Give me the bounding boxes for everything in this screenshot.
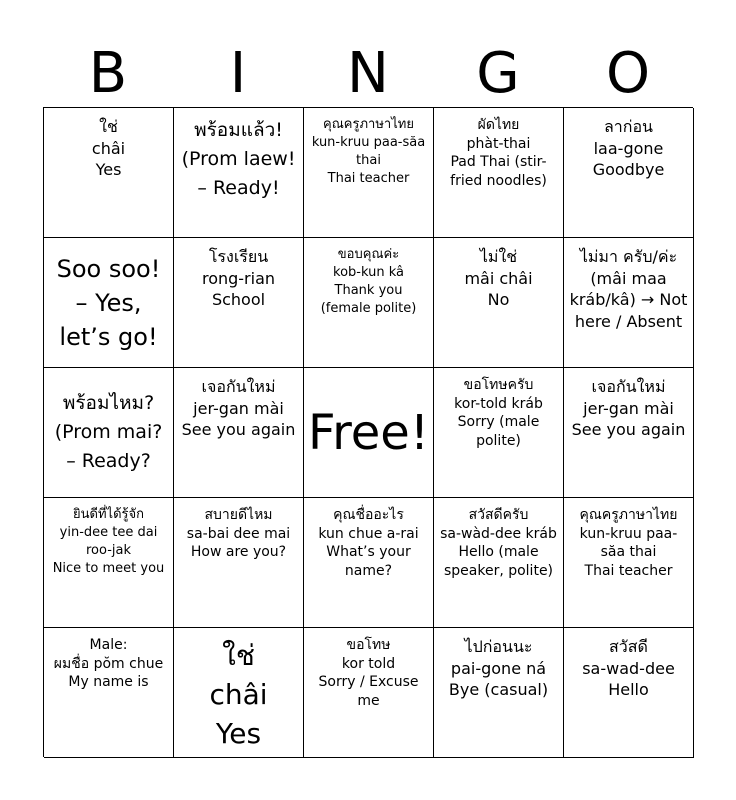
cell-text: ลาก่อน laa-gone Goodbye	[592, 117, 665, 179]
cell-text: คุณชื่ออะไร kun chue a-rai What’s your name?	[318, 507, 419, 579]
bingo-cell-r3c1[interactable]	[44, 368, 174, 498]
cell-text: ขอโทษครับ kor-told kráb Sorry (male polite)	[454, 377, 543, 449]
cell-text: สวัสดีครับ sa-wàd-dee kráb Hello (male speaker, polite)	[440, 507, 557, 579]
cell-text: โรงเรียน rong-rian School	[201, 247, 276, 309]
bingo-cell-r1c1[interactable]	[44, 108, 174, 238]
bingo-cell-r5c2[interactable]	[174, 628, 304, 758]
bingo-cell-r4c2[interactable]	[174, 498, 304, 628]
bingo-cell-r2c3[interactable]	[304, 238, 434, 368]
bingo-cell-r2c5[interactable]	[564, 238, 694, 368]
cell-text: พร้อมไหม? (Prom mai? – Ready?	[54, 392, 163, 472]
bingo-cell-r4c5[interactable]	[564, 498, 694, 628]
bingo-grid	[43, 107, 693, 757]
free-space-label: Free!	[307, 404, 430, 461]
cell-text: ใช่ châi Yes	[91, 117, 126, 179]
cell-text: ไปก่อนนะ pai-gone ná Bye (casual)	[448, 637, 549, 699]
bingo-cell-r1c2[interactable]	[174, 108, 304, 238]
cell-text: ใช่ châi Yes	[209, 639, 268, 750]
cell-text: ขอโทษ kor told Sorry / Excuse me	[318, 637, 419, 709]
bingo-cell-r1c4[interactable]	[434, 108, 564, 238]
header-letter-o: O	[605, 41, 651, 106]
bingo-cell-r5c1[interactable]	[44, 628, 174, 758]
cell-text: Soo soo! – Yes, let’s go!	[56, 254, 161, 351]
bingo-header	[43, 40, 693, 108]
cell-text: สบายดีไหม sa-bai dee mai How are you?	[186, 507, 291, 560]
cell-text: พร้อมแล้ว! (Prom laew! – Ready!	[181, 119, 296, 199]
bingo-cell-r2c1[interactable]	[44, 238, 174, 368]
cell-text: ยินดีที่ได้รู้จัก yin-dee tee dai roo-jak Nice to meet you	[52, 507, 165, 576]
bingo-cell-r4c3[interactable]	[304, 498, 434, 628]
bingo-cell-r5c3[interactable]	[304, 628, 434, 758]
header-letter-g: G	[476, 41, 520, 106]
cell-text: ไม่ใช่ mâi châi No	[464, 247, 533, 309]
cell-text: สวัสดี sa-wad-dee Hello	[582, 637, 675, 699]
cell-text: ผัดไทย phàt-thai Pad Thai (stir-fried noodles)	[450, 117, 547, 189]
bingo-cell-r4c1[interactable]	[44, 498, 174, 628]
bingo-cell-free[interactable]	[304, 368, 434, 498]
bingo-cell-r5c4[interactable]	[434, 628, 564, 758]
bingo-cell-r2c4[interactable]	[434, 238, 564, 368]
bingo-cell-r4c4[interactable]	[434, 498, 564, 628]
bingo-cell-r3c2[interactable]	[174, 368, 304, 498]
cell-text: คุณครูภาษาไทย kun-kruu paa-săa thai Thai teacher	[311, 117, 426, 186]
cell-text: Male: ผมชื่อ pŏm chue My name is	[53, 637, 164, 690]
cell-text: ขอบคุณค่ะ kob-kun kâ Thank you (female polite)	[320, 247, 417, 316]
bingo-cell-r2c2[interactable]	[174, 238, 304, 368]
bingo-cell-r3c4[interactable]	[434, 368, 564, 498]
bingo-cell-r1c5[interactable]	[564, 108, 694, 238]
header-letter-b: B	[88, 41, 128, 106]
cell-text: คุณครูภาษาไทย kun-kruu paa-săa thai Thai teacher	[579, 507, 678, 579]
header-letter-n: N	[347, 41, 389, 106]
cell-text: เจอกันใหม่ jer-gan mài See you again	[181, 377, 296, 439]
bingo-cell-r5c5[interactable]	[564, 628, 694, 758]
bingo-cell-r3c5[interactable]	[564, 368, 694, 498]
bingo-cell-r1c3[interactable]	[304, 108, 434, 238]
header-letter-i: I	[229, 41, 247, 106]
cell-text: เจอกันใหม่ jer-gan mài See you again	[571, 377, 686, 439]
cell-text: ไม่มา ครับ/ค่ะ (mâi maa kráb/kâ) → Not here / Absent	[569, 247, 688, 331]
